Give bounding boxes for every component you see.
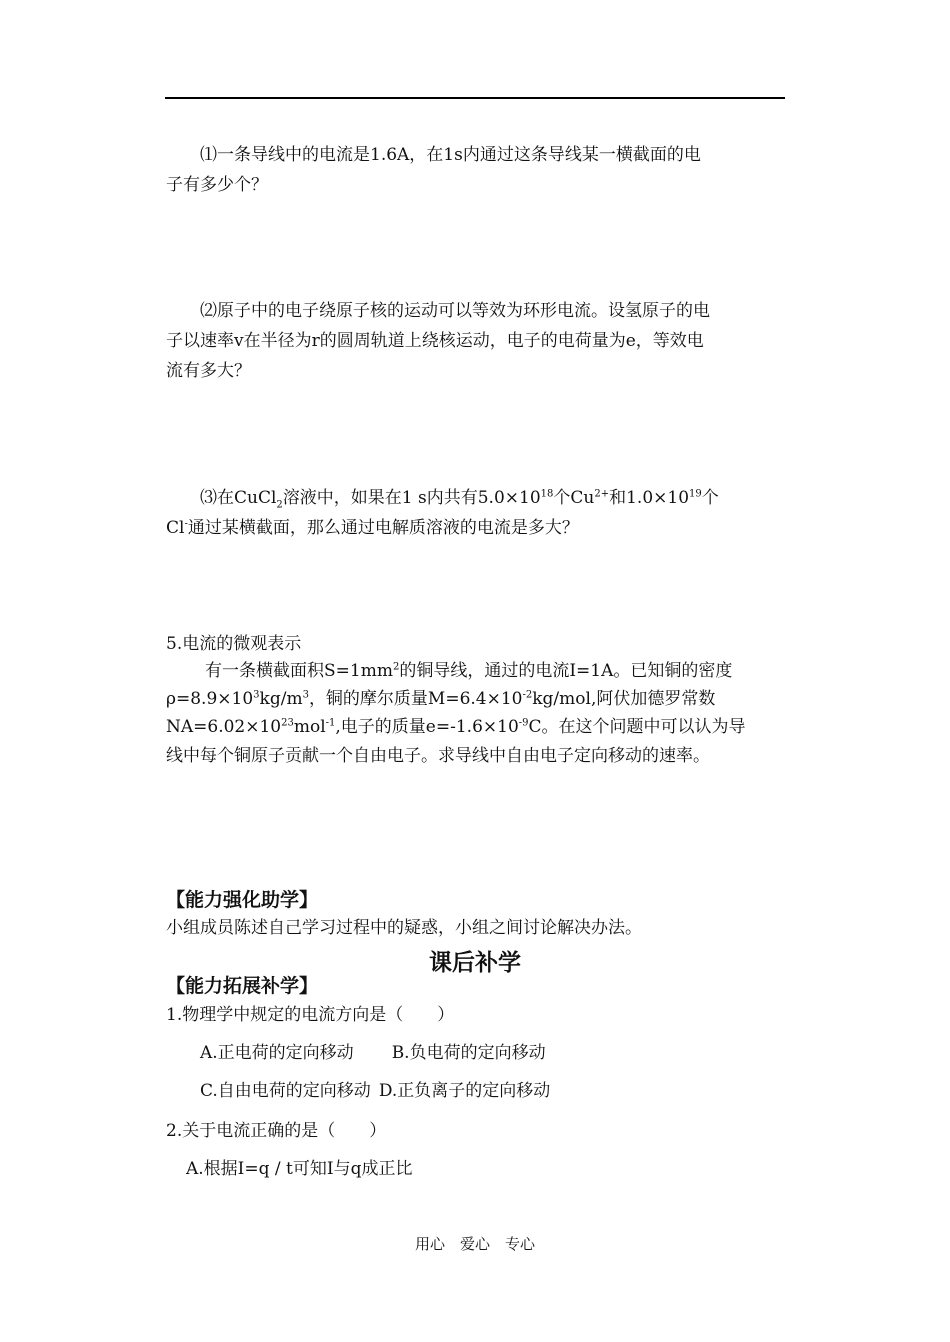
option-a: A.正电荷的定向移动	[200, 1043, 354, 1063]
option-b: B.负电荷的定向移动	[391, 1043, 546, 1063]
q2-line1: ⑵原子中的电子绕原子核的运动可以等效为环形电流。设氢原子的电	[200, 301, 710, 321]
after-class-title: 课后补学	[429, 950, 521, 976]
ability-heading: 【能力强化助学】	[166, 889, 319, 911]
sec5-line1: 有一条横截面积$S=1mm^2$的铜导线，通过的电流I=1A。已知铜的密度	[205, 661, 733, 681]
ability-text: 小组成员陈述自己学习过程中的疑惑，小组之间讨论解决办法。	[166, 918, 642, 938]
q3-line2: Cl-通过某横截面，那么通过电解质溶液的电流是多大？	[166, 518, 579, 538]
q3-line1: ⑶在CuCl$_2$溶液中，如果在1 s内共有$5.0\times 10^{18}$个$Cu^{2+}$和$1.0\times 10^{19}$个	[200, 488, 719, 511]
q1-line2: 子有多少个？	[166, 175, 268, 195]
page-footer: 用心 爱心 专心	[414, 1235, 535, 1253]
option-c: C.自由电荷的定向移动	[200, 1081, 371, 1101]
expand-q1-options-ab	[200, 1042, 546, 1064]
sec5-line4: 线中每个铜原子贡献一个自由电子。求导线中自由电子定向移动的速率。	[166, 746, 710, 766]
q2-line3: 流有多大？	[166, 361, 251, 381]
expand-q2-option-a: A.根据I=q / t可知I与q成正比	[186, 1159, 413, 1179]
q1-line1: ⑴一条导线中的电流是1.6A，在1s内通过这条导线某一横截面的电	[200, 145, 701, 165]
sec5-line3: $NA=6.02\times 10^{23}mol^{-1}$,电子的质量$e=-1.6\times 10^{-9}C$。在这个问题中可以认为导	[166, 717, 746, 737]
header-rule	[165, 97, 785, 99]
expand-q1: 1.物理学中规定的电流方向是（ ）	[166, 1005, 455, 1025]
option-d: D.正负离子的定向移动	[378, 1081, 551, 1101]
expand-q1-options-cd	[200, 1080, 550, 1102]
q2-line2: 子以速率v在半径为r的圆周轨道上绕核运动，电子的电荷量为e，等效电	[166, 331, 704, 351]
sec5-heading: 5.电流的微观表示	[166, 634, 302, 654]
expand-q2: 2.关于电流正确的是（ ）	[166, 1121, 387, 1141]
sec5-line2: $\rho=8.9\times 10^3kg/m^3$，铜的摩尔质量$M=6.4\times 10^{-2}kg$/mol,阿伏加德罗常数	[166, 689, 716, 709]
expand-heading: 【能力拓展补学】	[166, 975, 319, 997]
